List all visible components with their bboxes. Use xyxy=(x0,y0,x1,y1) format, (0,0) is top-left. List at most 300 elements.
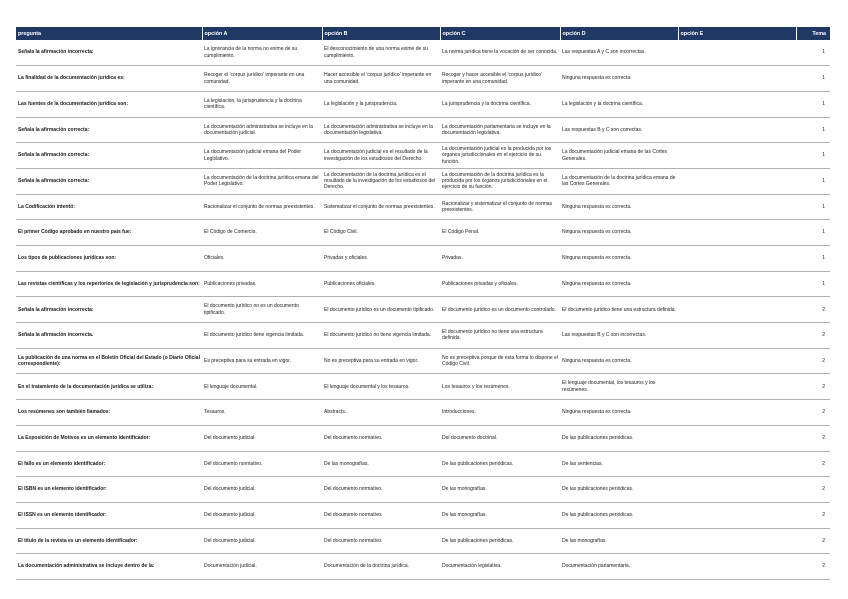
tema-cell xyxy=(796,477,830,503)
table-row xyxy=(16,425,830,451)
option-a-cell xyxy=(202,554,322,580)
option-b-cell-text: El desconocimiento de una norma exime de su cumplimiento. xyxy=(324,46,428,59)
option-e-cell xyxy=(678,246,796,272)
option-c-cell xyxy=(440,502,560,528)
option-b-cell-text: La legislación y la jurisprudencia. xyxy=(324,101,398,108)
option-c-cell-text: Los tesauros y los resúmenes. xyxy=(442,383,510,390)
option-b-cell-text: Documentación de la doctrina jurídica. xyxy=(324,563,410,570)
tema-cell-text: 2 xyxy=(822,486,825,493)
tema-cell xyxy=(796,323,830,349)
tema-cell-text: 2 xyxy=(822,306,825,313)
table-row xyxy=(16,502,830,528)
table-row xyxy=(16,246,830,272)
table-row xyxy=(16,168,830,194)
option-d-cell-text: El lenguaje documental, los tesauros y los resúmenes. xyxy=(562,380,656,393)
option-e-cell xyxy=(678,502,796,528)
option-e-cell xyxy=(678,297,796,323)
option-c-cell-text: La documentación parlamentaria se incluye en la documentación legislativa. xyxy=(442,123,551,136)
option-e-cell xyxy=(678,348,796,374)
option-c-cell-text: La jurisprudencia y la doctrina científica. xyxy=(442,101,531,108)
option-c-cell-text: La norma jurídica tiene la vocación de ser conocida. xyxy=(442,49,558,56)
tema-cell xyxy=(796,425,830,451)
option-c-cell xyxy=(440,117,560,143)
option-d-cell xyxy=(560,246,678,272)
tema-cell xyxy=(796,117,830,143)
question-cell-text: Señala la afirmación correcta: xyxy=(18,152,90,159)
table-header xyxy=(16,27,830,40)
option-e-cell xyxy=(678,425,796,451)
tema-cell xyxy=(796,271,830,297)
question-cell-text: Los resúmenes son también llamados: xyxy=(18,409,111,416)
option-a-cell xyxy=(202,425,322,451)
option-a-cell xyxy=(202,66,322,92)
option-d-cell xyxy=(560,323,678,349)
question-cell-text: En el tratamiento de la documentación jurídica se utiliza: xyxy=(18,383,154,390)
question-sheet xyxy=(16,27,830,580)
option-c-cell-text: El documento jurídico es un documento controlado. xyxy=(442,306,556,313)
option-d-cell xyxy=(560,348,678,374)
option-e-cell xyxy=(678,143,796,169)
header-opcion-e: opción E xyxy=(678,27,796,40)
option-e-cell xyxy=(678,194,796,220)
option-a-cell-text: La documentación administrativa se incluye en la documentación judicial. xyxy=(204,123,313,136)
question-cell xyxy=(16,425,202,451)
option-a-cell-text: Del documento judicial. xyxy=(204,537,256,544)
option-a-cell-text: Es preceptiva para su entrada en vigor. xyxy=(204,357,291,364)
table-row xyxy=(16,400,830,426)
option-c-cell xyxy=(440,168,560,194)
option-c-cell xyxy=(440,425,560,451)
option-b-cell xyxy=(322,66,440,92)
option-a-cell xyxy=(202,194,322,220)
option-a-cell xyxy=(202,168,322,194)
option-d-cell-text: La legislación y la doctrina científica. xyxy=(562,101,644,108)
option-a-cell xyxy=(202,297,322,323)
option-d-cell-text: Las respuestas B y C son correctas. xyxy=(562,126,643,133)
option-d-cell xyxy=(560,40,678,66)
option-a-cell-text: Publicaciones privadas. xyxy=(204,280,257,287)
option-c-cell xyxy=(440,348,560,374)
question-cell xyxy=(16,374,202,400)
option-c-cell-text: No es preceptiva porque de esta forma lo dispone el Código Civil. xyxy=(442,354,558,368)
option-a-cell xyxy=(202,477,322,503)
table-row xyxy=(16,477,830,503)
question-cell xyxy=(16,323,202,349)
question-cell xyxy=(16,91,202,117)
question-cell-text: Las revistas científicas y los repertorios de legislación y jurisprudencia son: xyxy=(18,280,200,287)
question-cell xyxy=(16,502,202,528)
option-e-cell xyxy=(678,554,796,580)
option-d-cell-text: La documentación de la doctrina jurídica emana de las Cortes Generales. xyxy=(562,174,676,188)
option-c-cell-text: Del documento doctrinal. xyxy=(442,434,498,441)
option-e-cell xyxy=(678,374,796,400)
option-b-cell-text: No es preceptiva para su entrada en vigor. xyxy=(324,357,419,364)
option-d-cell xyxy=(560,477,678,503)
option-b-cell xyxy=(322,400,440,426)
table-body xyxy=(16,40,830,579)
option-d-cell xyxy=(560,168,678,194)
tema-cell xyxy=(796,194,830,220)
question-cell xyxy=(16,297,202,323)
option-c-cell xyxy=(440,91,560,117)
header-opcion-d: opción D xyxy=(560,27,678,40)
option-c-cell xyxy=(440,40,560,66)
option-c-cell xyxy=(440,374,560,400)
option-c-cell-text: De las publicaciones periódicas. xyxy=(442,537,514,544)
table-row xyxy=(16,91,830,117)
tema-cell-text: 2 xyxy=(822,563,825,570)
option-a-cell-text: Tesauros. xyxy=(204,409,226,416)
option-d-cell-text: Ninguna respuesta es correcta. xyxy=(562,357,632,364)
option-a-cell-text: El lenguaje documental. xyxy=(204,383,258,390)
question-cell xyxy=(16,400,202,426)
tema-cell-text: 1 xyxy=(822,229,825,236)
option-c-cell-text: Publicaciones privadas y oficiales. xyxy=(442,280,518,287)
tema-cell xyxy=(796,91,830,117)
option-d-cell xyxy=(560,400,678,426)
option-e-cell xyxy=(678,91,796,117)
option-e-cell xyxy=(678,323,796,349)
table-row xyxy=(16,554,830,580)
option-b-cell xyxy=(322,323,440,349)
option-d-cell xyxy=(560,554,678,580)
option-b-cell-text: La documentación administrativa se incluye en la documentación legislativa. xyxy=(324,123,433,136)
option-a-cell-text: El Código de Comercio. xyxy=(204,229,257,236)
option-d-cell-text: Ninguna respuesta es correcta. xyxy=(562,203,632,210)
option-c-cell xyxy=(440,66,560,92)
tema-cell xyxy=(796,246,830,272)
option-d-cell-text: Ninguna respuesta es correcta. xyxy=(562,409,632,416)
option-d-cell xyxy=(560,220,678,246)
option-d-cell xyxy=(560,502,678,528)
option-b-cell xyxy=(322,246,440,272)
option-e-cell xyxy=(678,400,796,426)
tema-cell xyxy=(796,143,830,169)
option-d-cell-text: De las publicaciones periódicas. xyxy=(562,486,634,493)
option-a-cell xyxy=(202,91,322,117)
option-d-cell xyxy=(560,271,678,297)
option-a-cell-text: La documentación judicial emana del Poder Legislativo. xyxy=(204,149,302,162)
table-row xyxy=(16,194,830,220)
option-d-cell xyxy=(560,91,678,117)
tema-cell xyxy=(796,220,830,246)
option-b-cell xyxy=(322,117,440,143)
option-b-cell-text: Hacer accesible el 'corpus jurídico' imperante en una comunidad. xyxy=(324,72,432,85)
option-e-cell xyxy=(678,168,796,194)
option-a-cell-text: El documento jurídico tiene vigencia limitada. xyxy=(204,332,305,339)
option-e-cell xyxy=(678,117,796,143)
option-c-cell xyxy=(440,477,560,503)
option-d-cell xyxy=(560,425,678,451)
option-b-cell xyxy=(322,528,440,554)
question-cell-text: La documentación administrativa se incluye dentro de la: xyxy=(18,563,155,570)
option-c-cell-text: De las monografías. xyxy=(442,512,487,519)
option-a-cell xyxy=(202,40,322,66)
option-d-cell xyxy=(560,528,678,554)
option-b-cell-text: Privadas y oficiales. xyxy=(324,255,369,262)
tema-cell-text: 2 xyxy=(822,332,825,339)
table-row xyxy=(16,220,830,246)
table-row xyxy=(16,374,830,400)
option-c-cell-text: De las publicaciones periódicas. xyxy=(442,460,514,467)
option-d-cell-text: Ninguna respuesta es correcta. xyxy=(562,75,632,82)
option-b-cell-text: El lenguaje documental y los tesauros. xyxy=(324,383,410,390)
header-tema: Tema xyxy=(812,30,826,37)
option-d-cell xyxy=(560,194,678,220)
option-c-cell xyxy=(440,220,560,246)
option-b-cell xyxy=(322,91,440,117)
option-a-cell-text: Del documento judicial. xyxy=(204,486,256,493)
table-row xyxy=(16,40,830,66)
tema-cell xyxy=(796,451,830,477)
option-e-cell xyxy=(678,40,796,66)
option-c-cell xyxy=(440,194,560,220)
option-d-cell-text: El documento jurídico tiene una estructura definida. xyxy=(562,306,676,313)
option-b-cell-text: Sistematizar el conjunto de normas preexistentes. xyxy=(324,203,435,210)
tema-cell xyxy=(796,400,830,426)
option-b-cell-text: Publicaciones oficiales. xyxy=(324,280,376,287)
option-a-cell-text: Oficiales. xyxy=(204,255,225,262)
option-c-cell-text: Introducciones. xyxy=(442,409,476,416)
option-b-cell-text: El documento jurídico es un documento tipificado. xyxy=(324,306,435,313)
option-b-cell xyxy=(322,143,440,169)
option-b-cell-text: Del documento normativo. xyxy=(324,486,383,493)
option-d-cell-text: De las sentencias. xyxy=(562,460,603,467)
option-a-cell xyxy=(202,348,322,374)
option-d-cell xyxy=(560,374,678,400)
question-cell xyxy=(16,220,202,246)
table-row xyxy=(16,143,830,169)
question-cell-text: Señala la afirmación incorrecta: xyxy=(18,306,94,313)
tema-cell xyxy=(796,348,830,374)
option-c-cell xyxy=(440,271,560,297)
tema-cell xyxy=(796,297,830,323)
question-cell xyxy=(16,554,202,580)
tema-cell-text: 2 xyxy=(822,383,825,390)
option-a-cell-text: Del documento normativo. xyxy=(204,460,263,467)
question-cell-text: Señala la afirmación correcta: xyxy=(18,126,90,133)
tema-cell xyxy=(796,374,830,400)
option-b-cell xyxy=(322,502,440,528)
option-a-cell-text: La legislación, la jurisprudencia y la doctrina científica. xyxy=(204,97,302,111)
tema-cell-text: 1 xyxy=(822,75,825,82)
question-cell-text: La publicación de una norma en el Boletín Oficial del Estado (o Diario Oficial correspondiente): xyxy=(18,354,200,368)
option-b-cell xyxy=(322,168,440,194)
option-b-cell xyxy=(322,220,440,246)
question-cell-text: Las fuentes de la documentación jurídica son: xyxy=(18,101,129,108)
option-b-cell-text: De las monografías. xyxy=(324,460,369,467)
tema-cell-text: 1 xyxy=(822,126,825,133)
tema-cell-text: 2 xyxy=(822,434,825,441)
option-c-cell-text: El Código Penal. xyxy=(442,229,480,236)
question-cell-text: Señala la afirmación incorrecta: xyxy=(18,49,94,56)
tema-cell-text: 2 xyxy=(822,537,825,544)
option-e-cell xyxy=(678,271,796,297)
option-a-cell xyxy=(202,271,322,297)
option-a-cell-text: Recoger el 'corpus jurídico' imperante en una comunidad. xyxy=(204,72,305,85)
question-cell-text: Los tipos de publicaciones jurídicas son: xyxy=(18,255,117,262)
table-row xyxy=(16,323,830,349)
option-a-cell xyxy=(202,220,322,246)
option-a-cell-text: La documentación de la doctrina jurídica emana del Poder Legislativo. xyxy=(204,174,319,188)
question-cell xyxy=(16,40,202,66)
option-e-cell xyxy=(678,477,796,503)
question-cell-text: El primer Código aprobado en nuestro país fue: xyxy=(18,229,132,236)
option-d-cell xyxy=(560,297,678,323)
table-row xyxy=(16,297,830,323)
question-cell-text: El título de la revista es un elemento identificador: xyxy=(18,537,138,544)
question-cell xyxy=(16,348,202,374)
question-cell-text: El ISBN es un elemento identificador: xyxy=(18,486,107,493)
option-b-cell xyxy=(322,348,440,374)
option-b-cell xyxy=(322,297,440,323)
tema-cell-text: 2 xyxy=(822,460,825,467)
tema-cell-text: 1 xyxy=(822,49,825,56)
option-b-cell xyxy=(322,477,440,503)
option-d-cell xyxy=(560,66,678,92)
question-cell xyxy=(16,271,202,297)
question-cell-text: El fallo es un elemento identificador: xyxy=(18,460,106,467)
question-cell-text: La Exposición de Motivos es un elemento identificador: xyxy=(18,434,151,441)
option-a-cell-text: La ignorancia de la norma no exime de su cumplimiento. xyxy=(204,46,298,59)
tema-cell xyxy=(796,554,830,580)
tema-cell-text: 1 xyxy=(822,152,825,159)
option-d-cell-text: De las monografías. xyxy=(562,537,607,544)
option-c-cell-text: De las monografías. xyxy=(442,486,487,493)
option-b-cell xyxy=(322,374,440,400)
tema-cell-text: 2 xyxy=(822,409,825,416)
option-b-cell-text: La documentación judicial es el resultado de la investigación de los estudiosos del Derecho. xyxy=(324,149,428,162)
option-d-cell xyxy=(560,451,678,477)
option-a-cell xyxy=(202,502,322,528)
option-a-cell-text: El documento jurídico no es un documento tipificado. xyxy=(204,303,299,316)
header-pregunta: pregunta xyxy=(16,27,202,40)
question-cell xyxy=(16,477,202,503)
option-b-cell-text: La documentación de la doctrina jurídica es el resultado de la investigación de los estudiosos del Derecho. xyxy=(324,171,436,191)
question-cell-text: El ISSN es un elemento identificador: xyxy=(18,512,107,519)
option-a-cell xyxy=(202,117,322,143)
header-row xyxy=(16,27,830,40)
option-e-cell xyxy=(678,220,796,246)
option-c-cell xyxy=(440,528,560,554)
option-c-cell xyxy=(440,451,560,477)
question-cell xyxy=(16,168,202,194)
question-cell xyxy=(16,246,202,272)
question-cell-text: Señala la afirmación correcta: xyxy=(18,178,90,185)
option-c-cell xyxy=(440,323,560,349)
option-d-cell xyxy=(560,117,678,143)
option-d-cell-text: Documentación parlamentaria. xyxy=(562,563,631,570)
table-row xyxy=(16,528,830,554)
option-d-cell xyxy=(560,143,678,169)
option-a-cell xyxy=(202,323,322,349)
header-opcion-a: opción A xyxy=(202,27,322,40)
option-d-cell-text: Ninguna respuesta es correcta. xyxy=(562,229,632,236)
questions-table xyxy=(16,27,830,580)
option-e-cell xyxy=(678,528,796,554)
header-opcion-b: opción B xyxy=(322,27,440,40)
header-opcion-c: opción C xyxy=(440,27,560,40)
tema-cell-text: 1 xyxy=(822,255,825,262)
option-a-cell xyxy=(202,374,322,400)
option-c-cell-text: El documento jurídico no tiene una estructura definida. xyxy=(442,329,543,342)
tema-cell xyxy=(796,168,830,194)
option-c-cell xyxy=(440,297,560,323)
question-cell xyxy=(16,143,202,169)
option-b-cell-text: El documento jurídico no tiene vigencia limitada. xyxy=(324,332,432,339)
option-c-cell xyxy=(440,143,560,169)
option-d-cell-text: Ninguna respuesta es correcta. xyxy=(562,280,632,287)
table-row xyxy=(16,451,830,477)
table-row xyxy=(16,66,830,92)
option-c-cell-text: Privadas. xyxy=(442,255,463,262)
option-c-cell xyxy=(440,400,560,426)
tema-cell xyxy=(796,502,830,528)
option-b-cell xyxy=(322,425,440,451)
option-b-cell-text: El Código Civil. xyxy=(324,229,358,236)
option-a-cell-text: Racionalizar el conjunto de normas preexistentes. xyxy=(204,203,315,210)
tema-cell xyxy=(796,66,830,92)
question-cell xyxy=(16,66,202,92)
option-e-cell xyxy=(678,66,796,92)
option-d-cell-text: La documentación judicial emana de las Cortes Generales. xyxy=(562,149,668,162)
tema-cell xyxy=(796,528,830,554)
table-row xyxy=(16,117,830,143)
tema-cell-text: 2 xyxy=(822,357,825,364)
tema-cell xyxy=(796,40,830,66)
option-c-cell xyxy=(440,246,560,272)
option-d-cell-text: De las publicaciones periódicas. xyxy=(562,512,634,519)
option-d-cell-text: Las respuestas A y C son incorrectas. xyxy=(562,49,646,56)
option-a-cell-text: Del documento judicial. xyxy=(204,434,256,441)
option-a-cell-text: Del documento judicial. xyxy=(204,512,256,519)
option-a-cell-text: Documentación judicial. xyxy=(204,563,257,570)
tema-cell-text: 1 xyxy=(822,280,825,287)
question-cell xyxy=(16,451,202,477)
option-b-cell xyxy=(322,554,440,580)
option-a-cell xyxy=(202,400,322,426)
option-b-cell xyxy=(322,194,440,220)
option-c-cell-text: La documentación judicial es la producida por los órganos jurisdiccionales en el ejercicio de su función. xyxy=(442,145,552,165)
option-b-cell-text: Abstracts. xyxy=(324,409,347,416)
tema-cell-text: 1 xyxy=(822,101,825,108)
option-c-cell xyxy=(440,554,560,580)
option-a-cell xyxy=(202,451,322,477)
option-b-cell-text: Del documento normativo. xyxy=(324,537,383,544)
option-b-cell xyxy=(322,40,440,66)
tema-cell-text: 2 xyxy=(822,512,825,519)
table-row xyxy=(16,271,830,297)
option-c-cell-text: Racionalizar y sistematizar el conjunto de normas preexistentes. xyxy=(442,200,553,213)
question-cell xyxy=(16,194,202,220)
option-c-cell-text: Documentación legislativa. xyxy=(442,563,502,570)
option-b-cell-text: Del documento normativo. xyxy=(324,512,383,519)
question-cell-text: La Codificación intentó: xyxy=(18,203,75,210)
question-cell-text: Señala la afirmación incorrecta. xyxy=(18,332,94,339)
option-e-cell xyxy=(678,451,796,477)
option-b-cell xyxy=(322,451,440,477)
question-cell-text: La finalidad de la documentación jurídica es: xyxy=(18,75,125,82)
question-cell xyxy=(16,117,202,143)
option-b-cell xyxy=(322,271,440,297)
option-d-cell-text: Las respuestas B y C son incorrectas. xyxy=(562,332,647,339)
tema-cell-text: 1 xyxy=(822,178,825,185)
option-a-cell xyxy=(202,246,322,272)
tema-cell-text: 1 xyxy=(822,203,825,210)
option-d-cell-text: Ninguna respuesta es correcta. xyxy=(562,255,632,262)
option-c-cell-text: Recoger y hacer accesible el 'corpus jurídico' imperante en una comunidad. xyxy=(442,72,543,85)
option-a-cell xyxy=(202,528,322,554)
